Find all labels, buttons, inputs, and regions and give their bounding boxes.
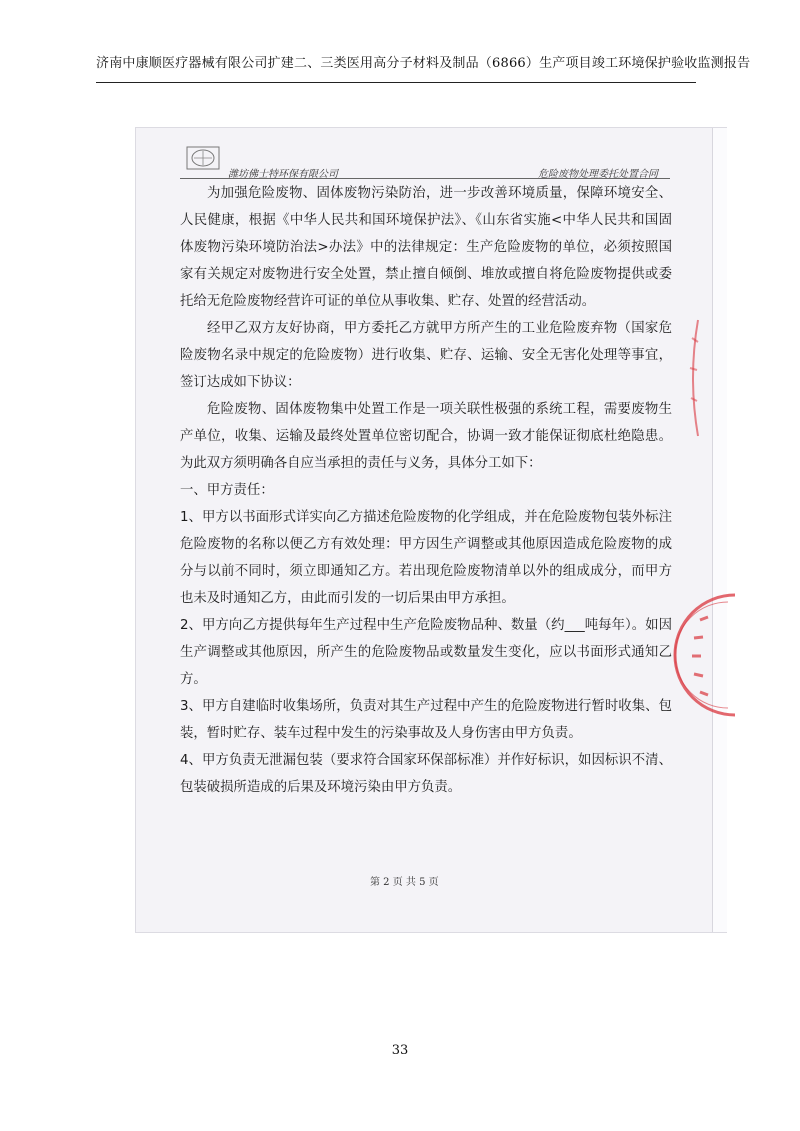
paragraph-agreement: 经甲乙双方友好协商，甲方委托乙方就甲方所产生的工业危险废弃物（国家危险废物名录中规定的危险废物）进行收集、贮存、运输、安全无害化处理等事宜，签订达成如下协议： [180, 321, 672, 390]
document-header-rule [180, 178, 670, 179]
paragraph-intro: 为加强危险废物、固体废物污染防治，进一步改善环境质量，保障环境安全、人民健康，根据《中华人民共和国环境保护法》、《山东省实施<中华人民共和国固体废物污染环境防治法>办法》中的法律规定：生产危险废物的单位，必须按照国家有关规定对废物进行安全处置，禁止擅自倾倒、堆放或擅自将危险废物提供或委托给无危险废物经营许可证的单位从事收集、贮存、处置的经营活动。 [180, 186, 672, 309]
red-seal-fragment-top [678, 318, 708, 438]
clause-2: 2、甲方向乙方提供每年生产过程中生产危险废物品种、数量（约___吨每年）。如因生产调整或其他原因，所产生的危险废物品或数量发生变化，应以书面形式通知乙方。 [180, 618, 672, 687]
report-header-rule [96, 82, 696, 83]
clause-1: 1、甲方以书面形式详实向乙方描述危险废物的化学组成，并在危险废物包装外标注危险废物的名称以便乙方有效处理：甲方因生产调整或其他原因造成危险废物的成分与以前不同时，须立即通知乙方。若出现危险废物清单以外的组成成分，而甲方也未及时通知乙方，由此而引发的一切后果由甲方承担。 [180, 510, 672, 606]
red-seal-fragment [670, 590, 740, 720]
company-name: 潍坊佛士特环保有限公司 [228, 169, 338, 180]
report-header: 济南中康顺医疗器械有限公司扩建二、三类医用高分子材料及制品（6866）生产项目竣工环境保护验收监测报告 [96, 56, 751, 71]
page-counter: 第 2 页 共 5 页 [370, 877, 439, 888]
contract-title: 危险废物处理委托处置合同 [538, 169, 658, 180]
section-heading-party-a: 一、甲方责任： [180, 483, 274, 498]
page-number: 33 [391, 1043, 409, 1058]
scanned-page-edge [712, 128, 727, 932]
clause-3: 3、甲方自建临时收集场所，负责对其生产过程中产生的危险废物进行暂时收集、包装，暂时贮存、装车过程中发生的污染事故及人身伤害由甲方负责。 [180, 699, 672, 741]
clause-4: 4、甲方负责无泄漏包装（要求符合国家环保部标准）并作好标识，如因标识不清、包装破损所造成的后果及环境污染由甲方负责。 [180, 753, 672, 795]
contract-body [180, 180, 672, 801]
paragraph-responsibilities: 危险废物、固体废物集中处置工作是一项关联性极强的系统工程，需要废物生产单位，收集、运输及最终处置单位密切配合，协调一致才能保证彻底杜绝隐患。为此双方须明确各自应当承担的责任与义务，具体分工如下： [180, 402, 672, 471]
company-logo-icon [186, 146, 220, 170]
